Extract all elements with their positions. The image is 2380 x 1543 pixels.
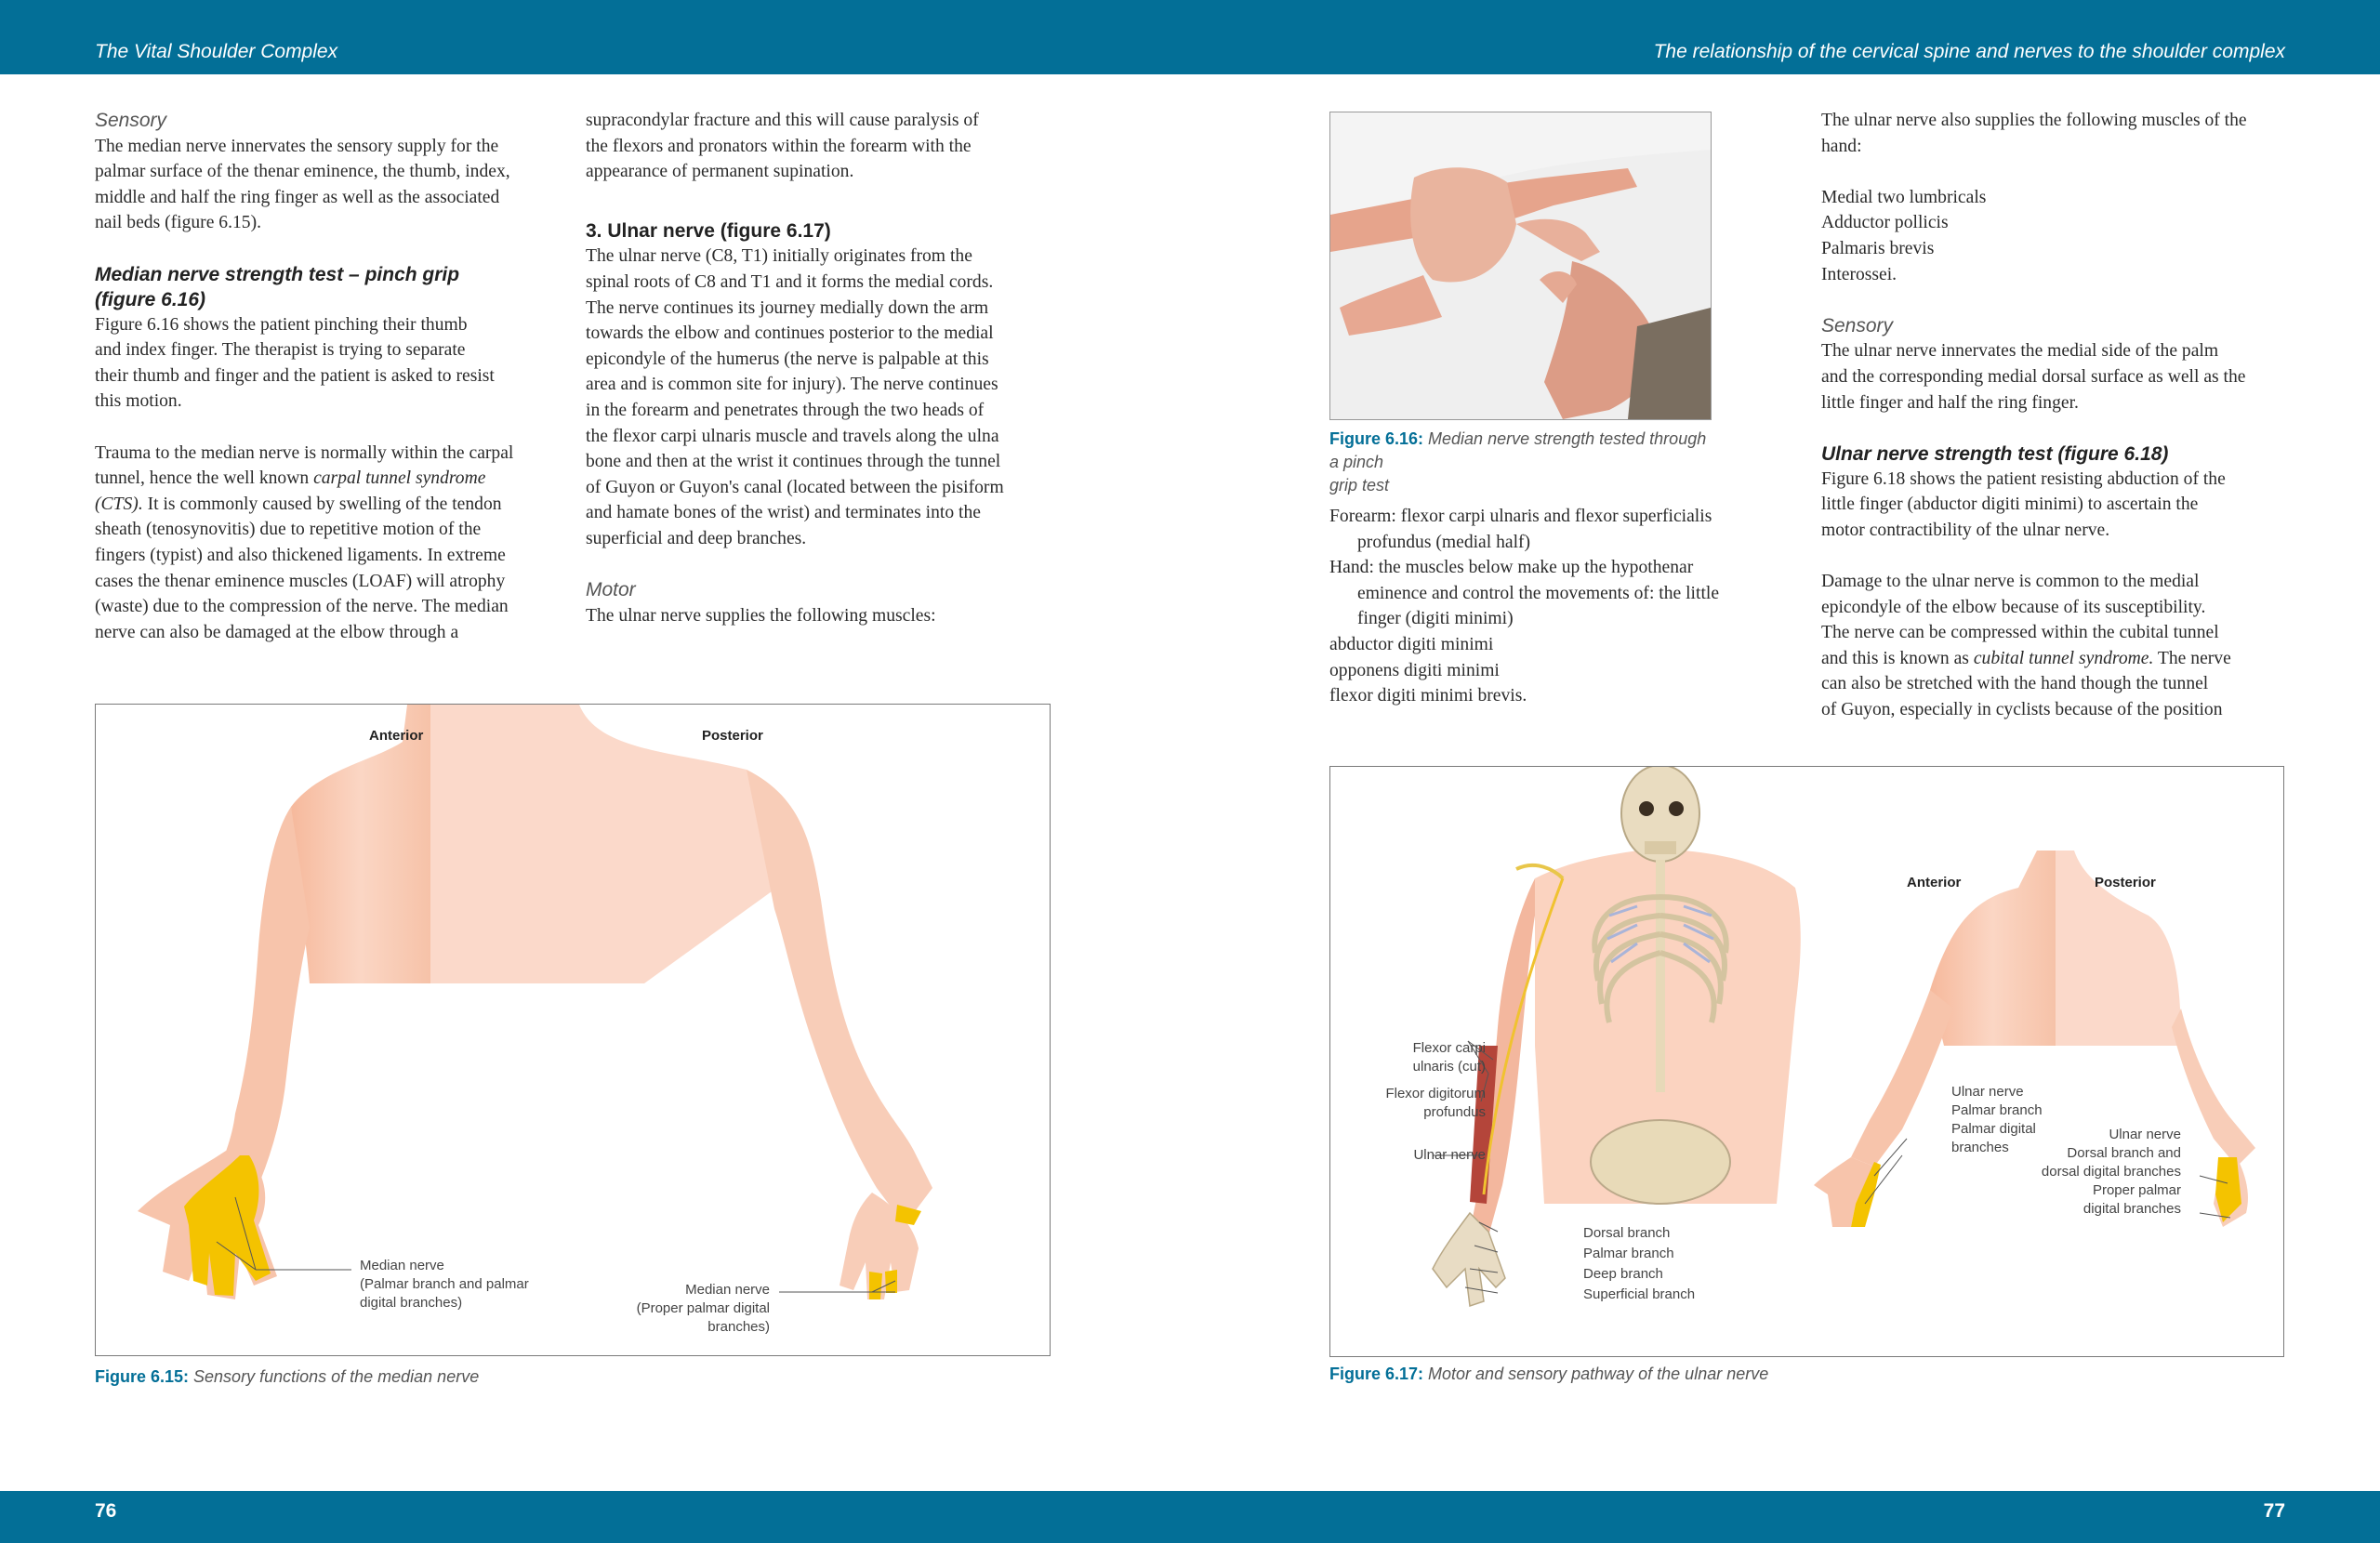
- body-line: (waste) due to the compression of the nerve. The median: [95, 597, 509, 617]
- body-line: and the corresponding medial dorsal surface as well as the: [1821, 366, 2246, 387]
- body-line: Forearm: flexor carpi ulnaris and flexor superficialis: [1329, 507, 1712, 526]
- body-line: Trauma to the median nerve is normally within the carpal: [95, 442, 514, 463]
- body-line: The ulnar nerve innervates the medial side of the palm: [1821, 341, 2219, 362]
- body-line: The ulnar nerve also supplies the following muscles of the: [1821, 111, 2247, 130]
- body-line: opponens digiti minimi: [1329, 660, 1500, 680]
- body-line: in the forearm and penetrates through the two heads of: [586, 400, 985, 420]
- ulnar-nerve-heading: 3. Ulnar nerve (figure 6.17): [586, 219, 831, 242]
- body-line: spinal roots of C8 and T1 and it forms the medial cords.: [586, 271, 994, 292]
- anterior-label: Anterior: [369, 728, 424, 744]
- anterior-label-617: Anterior: [1907, 875, 1962, 890]
- column-4: [1821, 108, 2305, 723]
- posterior-label: Posterior: [702, 728, 763, 744]
- body-line: nail beds (figure 6.15).: [95, 213, 262, 233]
- body-line: finger (digiti minimi): [1357, 609, 1514, 629]
- body-line: this motion.: [95, 391, 182, 412]
- body-line: little finger and half the ring finger.: [1821, 392, 2079, 413]
- muscle-list-item: Palmaris brevis: [1821, 238, 1935, 258]
- body-line: profundus (medial half): [1357, 532, 1531, 552]
- body-line: and hamate bones of the wrist) and terminates into the: [586, 503, 981, 523]
- body-line: The nerve can be compressed within the cubital tunnel: [1821, 623, 2219, 643]
- pinch-grip-heading: Median nerve strength test – pinch grip: [95, 263, 460, 285]
- ulnar-posterior-labels: Ulnar nerve Dorsal branch and dorsal digital branches Proper palmar digital branches: [2041, 1127, 2181, 1217]
- body-line: Figure 6.16 shows the patient pinching their thumb: [95, 314, 468, 335]
- figure-6-17: [1329, 766, 2284, 1357]
- figure-6-15-caption: Figure 6.15: Sensory functions of the median nerve: [95, 1367, 480, 1386]
- body-line: the flexor carpi ulnaris muscle and travels along the ulna: [586, 426, 999, 446]
- body-line: fingers (typist) and also thickened ligaments. In extreme: [95, 545, 506, 565]
- footer-band: [0, 1491, 2380, 1543]
- left-running-head: The Vital Shoulder Complex: [95, 41, 338, 62]
- dorsal-branch-label: Dorsal branch: [1583, 1225, 1671, 1241]
- body-line: motor contractibility of the ulnar nerve.: [1821, 520, 2110, 540]
- body-line: epicondyle of the humerus (the nerve is palpable at this: [586, 349, 989, 369]
- body-line: nerve can also be damaged at the elbow through a: [95, 622, 459, 642]
- body-line: little finger (abductor digiti minimi) to ascertain the: [1821, 495, 2199, 515]
- body-line: (CTS). It is commonly caused by swelling of the tendon: [95, 494, 502, 514]
- body-line: eminence and control the movements of: the little: [1357, 583, 1720, 603]
- flexor-digitorum-profundus-label: Flexor digitorum profundus: [1385, 1086, 1486, 1120]
- body-line: abductor digiti minimi: [1329, 634, 1494, 654]
- body-line: appearance of permanent supination.: [586, 162, 854, 182]
- body-line: cases the thenar eminence muscles (LOAF) will atrophy: [95, 571, 506, 591]
- left-page-number: 76: [95, 1500, 117, 1522]
- muscle-list-item: Medial two lumbricals: [1821, 187, 1987, 207]
- body-line: bone and then at the wrist it continues through the tunnel: [586, 452, 1001, 472]
- superficial-branch-label: Superficial branch: [1583, 1286, 1696, 1302]
- body-line: supracondylar fracture and this will cause paralysis of: [586, 111, 979, 130]
- median-nerve-label-right: Median nerve (Proper palmar digital branches): [636, 1282, 770, 1335]
- pinch-grip-heading-2: (figure 6.16): [95, 288, 206, 310]
- body-line: of Guyon, especially in cyclists because of the position: [1821, 700, 2223, 720]
- body-line: The nerve continues its journey medially down the arm: [586, 297, 989, 318]
- muscle-list-item: Adductor pollicis: [1821, 213, 1949, 233]
- sensory-heading: Sensory: [95, 110, 167, 131]
- body-line: the flexors and pronators within the forearm with the: [586, 136, 972, 156]
- flexor-carpi-ulnaris-label: Flexor carpi ulnaris (cut): [1412, 1040, 1486, 1075]
- body-line: and index finger. The therapist is trying to separate: [95, 340, 466, 361]
- body-line: can also be stretched with the hand though the tunnel: [1821, 674, 2209, 694]
- motor-heading: Motor: [586, 579, 636, 601]
- palmar-branch-label: Palmar branch: [1583, 1246, 1674, 1261]
- ulnar-anterior-labels: Ulnar nerve Palmar branch Palmar digital branches: [1951, 1084, 2043, 1155]
- body-line: hand:: [1821, 136, 1862, 156]
- body-line: The ulnar nerve (C8, T1) initially originates from the: [586, 246, 972, 267]
- body-line: middle and half the ring finger as well as the associated: [95, 187, 500, 207]
- header-band: [0, 0, 2380, 74]
- right-page-number: 77: [2263, 1500, 2285, 1522]
- body-line: sheath (tenosynovitis) due to repetitive motion of the: [95, 520, 482, 540]
- figure-6-15: [95, 704, 1051, 1356]
- figure-6-16-caption: Figure 6.16: Median nerve strength tested through a pinch grip test: [1329, 429, 1707, 495]
- body-line: their thumb and finger and the patient is asked to resist: [95, 365, 495, 386]
- body-line: and this is known as cubital tunnel syndrome. The nerve: [1821, 648, 2231, 668]
- right-running-head: The relationship of the cervical spine and nerves to the shoulder complex: [1653, 41, 2285, 62]
- median-nerve-illustration: [96, 705, 1050, 1355]
- body-line: tunnel, hence the well known carpal tunnel syndrome: [95, 468, 486, 489]
- body-line: Damage to the ulnar nerve is common to the medial: [1821, 572, 2200, 592]
- body-line: area and is common site for injury). The nerve continues: [586, 375, 998, 395]
- column-1: [95, 108, 560, 645]
- figure-6-17-caption: Figure 6.17: Motor and sensory pathway of the ulnar nerve: [1329, 1365, 1769, 1383]
- body-line: of Guyon or Guyon's canal (located between the pisiform: [586, 477, 1004, 497]
- body-line: Figure 6.18 shows the patient resisting abduction of the: [1821, 468, 2226, 489]
- body-line: flexor digiti minimi brevis.: [1329, 686, 1527, 706]
- median-nerve-label-left: Median nerve (Palmar branch and palmar digital branches): [360, 1258, 529, 1311]
- column-2: [586, 108, 1060, 628]
- muscle-list-item: Interossei.: [1821, 264, 1897, 284]
- sensory-heading-ulnar: Sensory: [1821, 314, 1894, 336]
- body-line: epicondyle of the elbow because of its susceptibility.: [1821, 597, 2206, 617]
- body-line: towards the elbow and continues posterior to the medial: [586, 323, 994, 344]
- body-line: superficial and deep branches.: [586, 528, 807, 548]
- ulnar-nerve-label: Ulnar nerve: [1413, 1147, 1486, 1163]
- body-line: The ulnar nerve supplies the following muscles:: [586, 605, 936, 626]
- figure-6-16-photo: [1329, 112, 1712, 420]
- posterior-label-617: Posterior: [2095, 875, 2156, 890]
- column-3: [1329, 504, 1794, 709]
- body-line: palmar surface of the thenar eminence, the thumb, index,: [95, 162, 510, 182]
- body-line: Hand: the muscles below make up the hypothenar: [1329, 558, 1694, 578]
- deep-branch-label: Deep branch: [1583, 1266, 1663, 1282]
- body-line: The median nerve innervates the sensory supply for the: [95, 136, 499, 156]
- ulnar-strength-test-heading: Ulnar nerve strength test (figure 6.18): [1821, 442, 2169, 465]
